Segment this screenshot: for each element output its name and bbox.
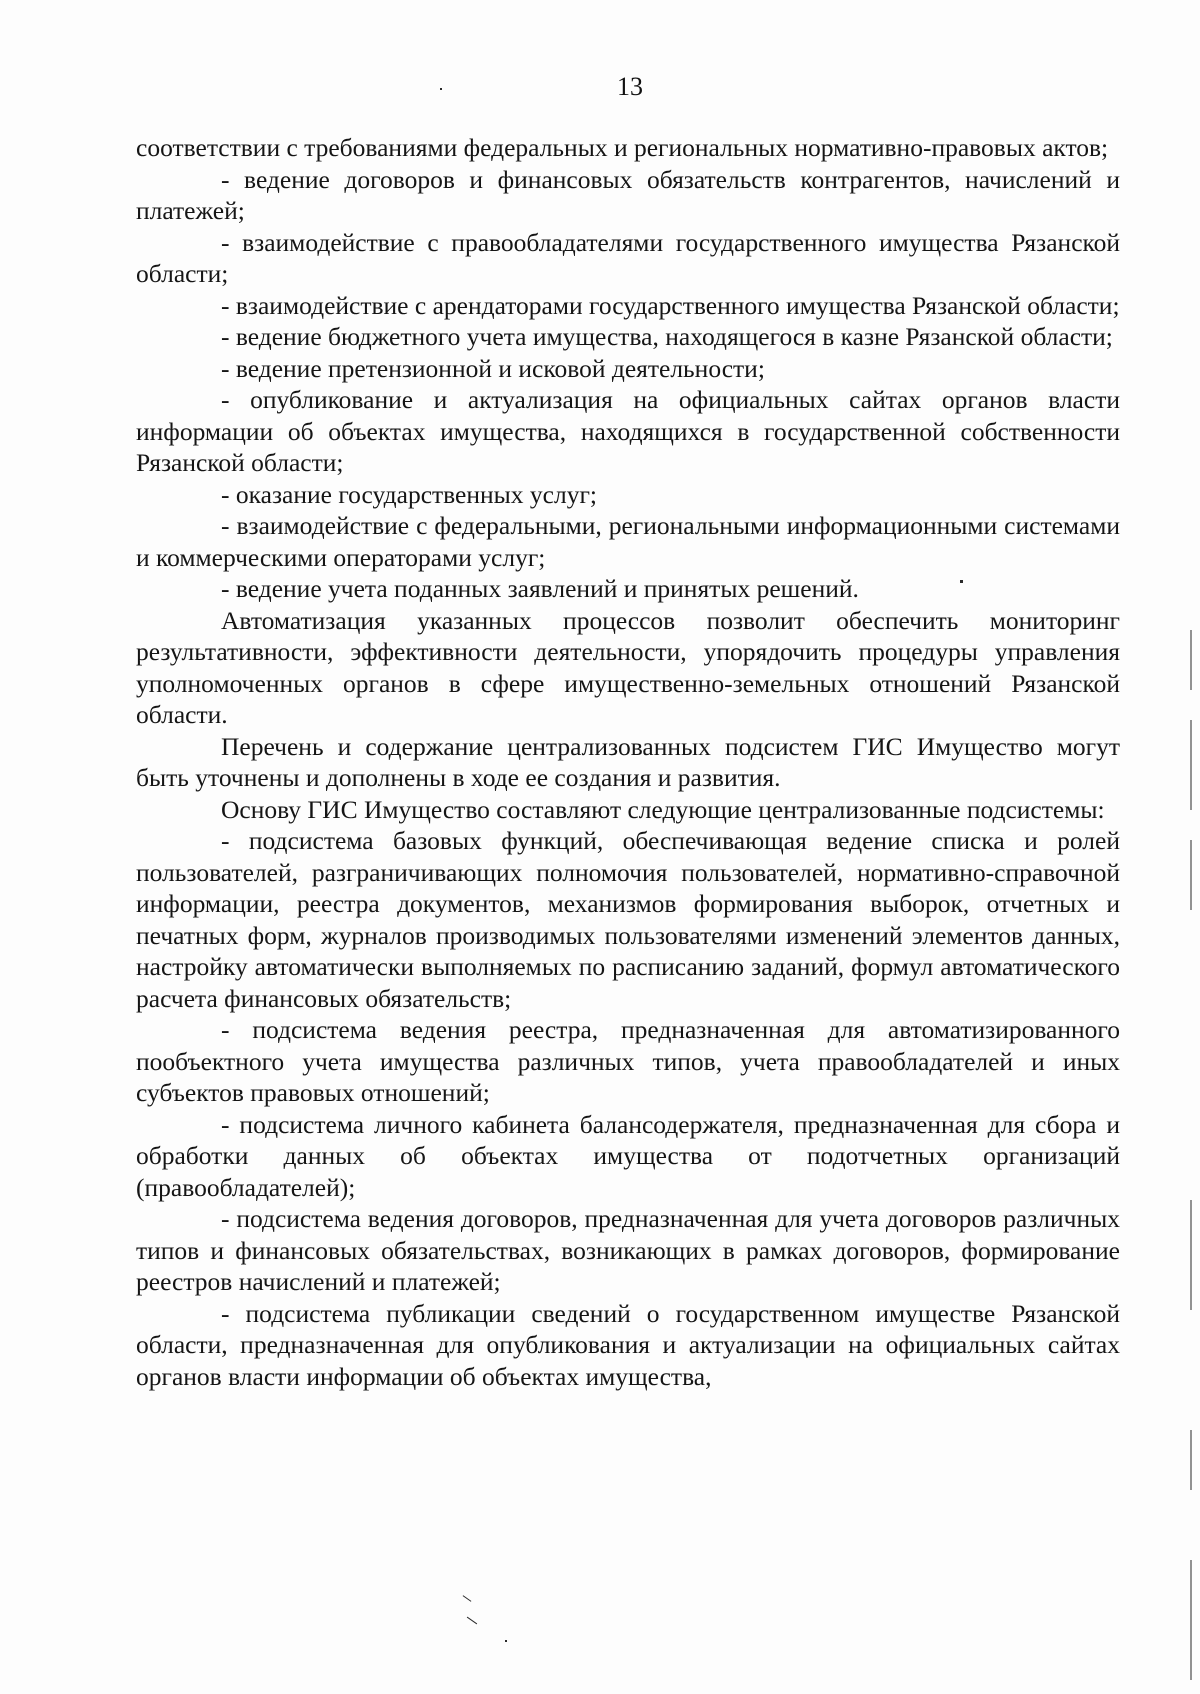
scan-edge-line [1190, 630, 1192, 690]
scan-speck [960, 580, 963, 583]
list-item: - взаимодействие с федеральными, региональными информационными системами и коммерческими операторами услуг; [136, 511, 1120, 572]
paragraph: Основу ГИС Имущество составляют следующие централизованные подсистемы: [221, 794, 1105, 824]
paragraph: Автоматизация указанных процессов позволит обеспечить мониторинг результативности, эффективности деятельности, упорядочить процедуры управления уполномоченных органов в сфере имущественно-земельных отношений Рязанской области. [136, 605, 1120, 729]
list-item: - опубликование и актуализация на официальных сайтах органов власти информации об объектах имущества, находящихся в государственной собственности Рязанской области; [136, 385, 1120, 477]
scan-edge-line [1190, 1430, 1192, 1490]
list-item: - подсистема публикации сведений о государственном имуществе Рязанской области, предназначенная для опубликования и актуализации на официальных сайтах органов власти информации об объектах имущества, [136, 1298, 1120, 1391]
page-number: 13 [617, 72, 643, 101]
list-item: - взаимодействие с правообладателями государственного имущества Рязанской области; [136, 227, 1120, 288]
scan-speck [463, 1595, 472, 1602]
scan-speck [440, 88, 442, 90]
scan-edge-line [1190, 1200, 1192, 1310]
list-item: - ведение бюджетного учета имущества, находящегося в казне Рязанской области; [221, 322, 1113, 351]
paragraph: соответствии с требованиями федеральных и региональных нормативно-правовых актов; [136, 133, 1109, 162]
list-item: - ведение претензионной и исковой деятельности; [221, 353, 765, 383]
list-item: - ведение учета поданных заявлений и принятых решений. [221, 574, 859, 603]
scan-edge-line [1190, 720, 1192, 810]
list-item: - подсистема ведения договоров, предназначенная для учета договоров различных типов и финансовых обязательствах, возникающих в рамках договоров, формирование реестров начислений и платежей; [136, 1204, 1120, 1296]
scan-speck [467, 1617, 477, 1625]
list-item: - оказание государственных услуг; [221, 479, 598, 509]
list-item: - подсистема личного кабинета балансодержателя, предназначенная для сбора и обработки данных об объектах имущества от подотчетных организаций (правообладателей); [136, 1109, 1120, 1202]
list-item: - взаимодействие с арендаторами государственного имущества Рязанской области; [221, 290, 1120, 320]
list-item: - подсистема базовых функций, обеспечивающая ведение списка и ролей пользователей, разграничивающих полномочия пользователей, нормативно-справочной информации, реестра документов, механизмов формирования выборок, отчетных и печатных форм, журналов производимых пользователями изменений элементов данных, настройку автоматически выполняемых по расписанию заданий, формул автоматического расчета финансовых обязательств; [136, 826, 1120, 1013]
scan-speck [505, 1640, 507, 1642]
document-body [136, 132, 1120, 1392]
paragraph: Перечень и содержание централизованных подсистем ГИС Имущество могут быть уточнены и дополнены в ходе ее создания и развития. [136, 731, 1120, 792]
scan-edge-line [1190, 1560, 1192, 1680]
list-item: - подсистема ведения реестра, предназначенная для автоматизированного пообъектного учета имущества различных типов, учета правообладателей и иных субъектов правовых отношений; [136, 1015, 1120, 1107]
list-item: - ведение договоров и финансовых обязательств контрагентов, начислений и платежей; [136, 164, 1120, 225]
scan-edge-line [1190, 840, 1192, 910]
